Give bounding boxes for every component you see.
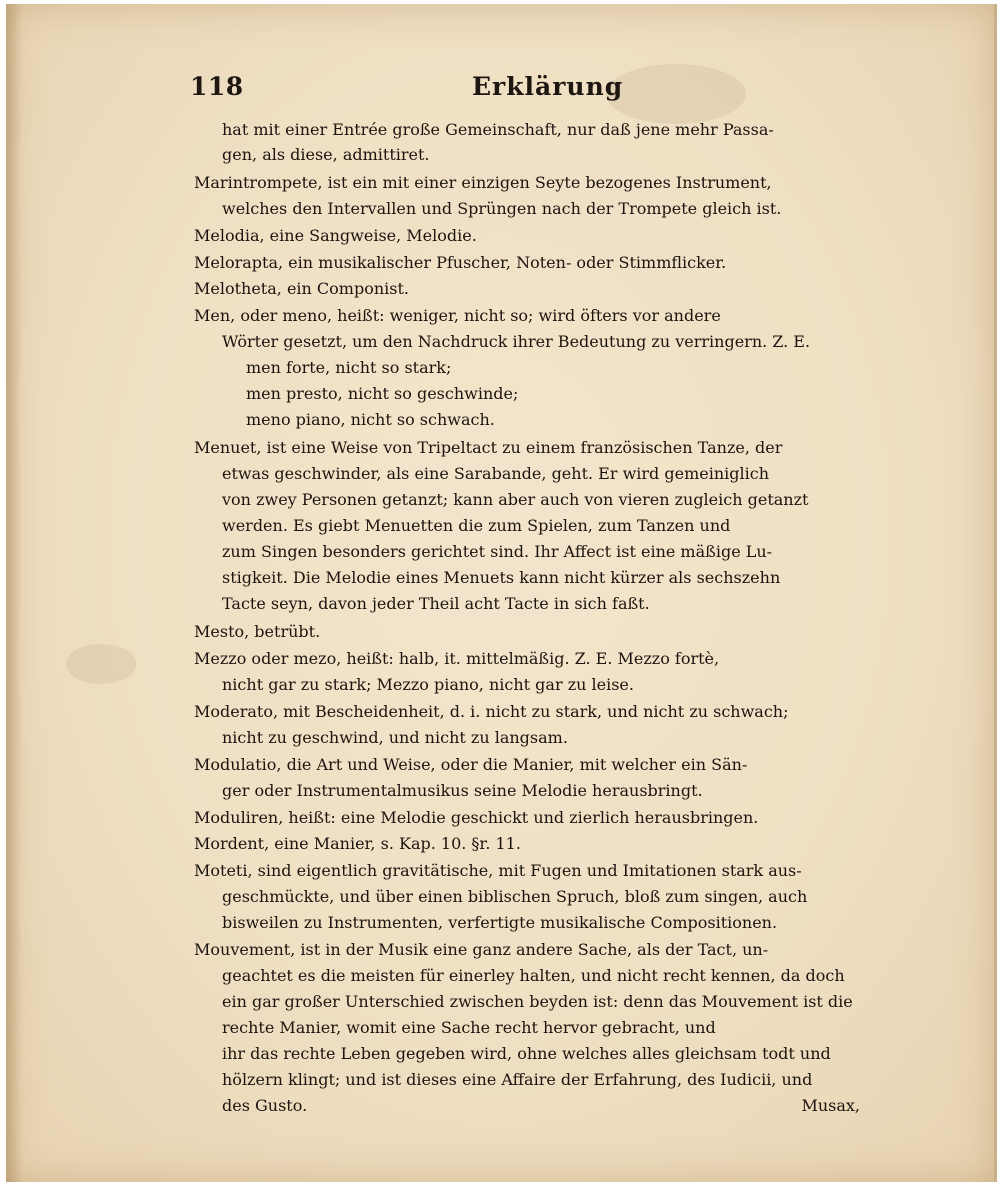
- text-line: welches den Intervallen und Sprüngen nach der Trompete gleich ist.: [222, 199, 782, 218]
- dictionary-text: [194, 118, 864, 1115]
- entry-line: Mezzo oder mezo, heißt: halb, it. mittelmäßig. Z. E. Mezzo fortè,: [194, 649, 720, 668]
- text-line: etwas geschwinder, als eine Sarabande, geht. Er wird gemeiniglich: [222, 464, 770, 483]
- entry-line: Modulatio, die Art und Weise, oder die Manier, mit welcher ein Sän-: [194, 755, 748, 774]
- text-line: werden. Es giebt Menuetten die zum Spielen, zum Tanzen und: [222, 516, 731, 535]
- entry-line: Marintrompete, ist ein mit einer einzigen Seyte bezogenes Instrument,: [194, 173, 772, 192]
- paper-stain: [66, 644, 136, 684]
- text-line: geschmückte, und über einen biblischen Spruch, bloß zum singen, auch: [222, 887, 808, 906]
- binding-shadow: [6, 4, 22, 1182]
- example-line: men forte, nicht so stark;: [246, 358, 452, 377]
- text-line: ger oder Instrumentalmusikus seine Melodie herausbringt.: [222, 781, 703, 800]
- text-line: Tacte seyn, davon jeder Theil acht Tacte in sich faßt.: [222, 594, 650, 613]
- entry-line: Melorapta, ein musikalischer Pfuscher, Noten- oder Stimmflicker.: [194, 253, 727, 272]
- text-line: stigkeit. Die Melodie eines Menuets kann nicht kürzer als sechszehn: [222, 568, 781, 587]
- text-line: ihr das rechte Leben gegeben wird, ohne welches alles gleichsam todt und: [222, 1044, 831, 1063]
- entry-line: Moderato, mit Bescheidenheit, d. i. nicht zu stark, und nicht zu schwach;: [194, 702, 789, 721]
- page-header: [190, 68, 860, 108]
- entry-line: Melotheta, ein Componist.: [194, 279, 409, 298]
- example-line: meno piano, nicht so schwach.: [246, 410, 495, 429]
- text-line: ein gar großer Unterschied zwischen beyden ist: denn das Mouvement ist die: [222, 992, 853, 1011]
- catchword: Musax,: [801, 1096, 860, 1115]
- page-number: 118: [190, 72, 244, 101]
- entry-line: Mouvement, ist in der Musik eine ganz andere Sache, als der Tact, un-: [194, 940, 769, 959]
- entry-line: Men, oder meno, heißt: weniger, nicht so; wird öfters vor andere: [194, 306, 721, 325]
- text-line: hat mit einer Entrée große Gemeinschaft, nur daß jene mehr Passa-: [222, 120, 774, 139]
- running-head: Erklärung: [472, 72, 624, 101]
- text-line: nicht gar zu stark; Mezzo piano, nicht gar zu leise.: [222, 675, 634, 694]
- text-line: Wörter gesetzt, um den Nachdruck ihrer Bedeutung zu verringern. Z. E.: [222, 332, 811, 351]
- text-line: hölzern klingt; und ist dieses eine Affaire der Erfahrung, des Iudicii, und: [222, 1070, 813, 1089]
- text-line: geachtet es die meisten für einerley halten, und nicht recht kennen, da doch: [222, 966, 845, 985]
- entry-line: Moduliren, heißt: eine Melodie geschickt und zierlich herausbringen.: [194, 808, 759, 827]
- entry-line: Moteti, sind eigentlich gravitätische, mit Fugen und Imitationen stark aus-: [194, 861, 802, 880]
- text-line: nicht zu geschwind, und nicht zu langsam.: [222, 728, 568, 747]
- text-line: von zwey Personen getanzt; kann aber auch von vieren zugleich getanzt: [222, 490, 809, 509]
- example-line: men presto, nicht so geschwinde;: [246, 384, 519, 403]
- text-line: des Gusto.: [222, 1096, 308, 1115]
- entry-line: Mesto, betrübt.: [194, 622, 321, 641]
- text-line: gen, als diese, admittiret.: [222, 145, 430, 164]
- text-line: rechte Manier, womit eine Sache recht hervor gebracht, und: [222, 1018, 716, 1037]
- text-line: bisweilen zu Instrumenten, verfertigte musikalische Compositionen.: [222, 913, 778, 932]
- entry-line: Mordent, eine Manier, s. Kap. 10. §r. 11.: [194, 834, 521, 853]
- entry-line: Melodia, eine Sangweise, Melodie.: [194, 226, 477, 245]
- text-line: zum Singen besonders gerichtet sind. Ihr Affect ist eine mäßige Lu-: [222, 542, 773, 561]
- entry-line: Menuet, ist eine Weise von Tripeltact zu einem französischen Tanze, der: [194, 438, 783, 457]
